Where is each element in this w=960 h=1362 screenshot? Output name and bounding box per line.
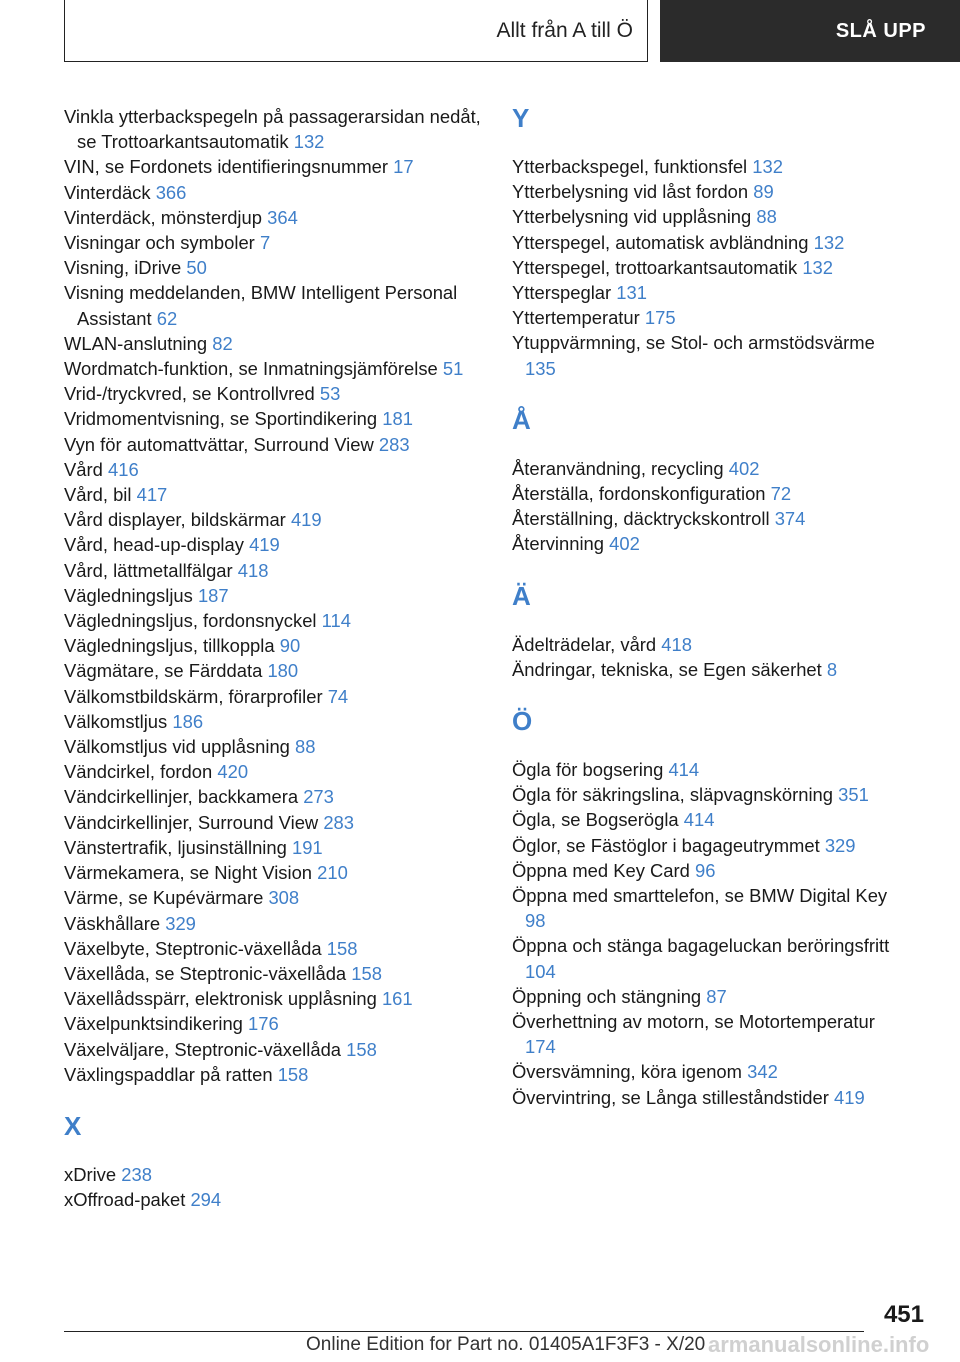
index-entry <box>64 558 484 583</box>
page-link[interactable]: 283 <box>378 433 410 455</box>
entry-text: VIN, se Fordonets identifieringsnummer <box>64 156 389 178</box>
index-entry <box>512 807 902 832</box>
entry-text: Översvämning, köra igenom <box>512 1061 742 1083</box>
index-entry <box>64 709 484 734</box>
index-entry <box>64 835 484 860</box>
page-link[interactable]: 308 <box>268 887 300 909</box>
index-entry <box>64 1162 484 1187</box>
page-link[interactable]: 419 <box>290 509 322 531</box>
page-link[interactable]: 180 <box>267 660 299 682</box>
entry-text: WLAN-anslutning <box>64 332 208 354</box>
index-entry <box>64 633 484 658</box>
page-link[interactable]: 8 <box>826 658 838 680</box>
index-entry <box>512 305 902 330</box>
entry-text: Ytterbackspegel, funktionsfel <box>512 156 748 177</box>
index-column-right <box>512 104 902 1110</box>
index-entry <box>64 356 484 381</box>
entry-text: Vård, lättmetallfälgar <box>64 559 233 581</box>
page-link[interactable]: 132 <box>813 231 845 253</box>
entry-text: Visning, iDrive <box>64 257 182 279</box>
page-link[interactable]: 51 <box>442 358 464 380</box>
page-link[interactable]: 131 <box>616 282 647 304</box>
page-link[interactable]: 210 <box>317 862 348 884</box>
entry-text: Öppna med Key Card <box>512 859 690 881</box>
entry-text: Växlingspaddlar på ratten <box>64 1063 273 1085</box>
page-link[interactable]: 175 <box>644 307 676 329</box>
entry-text: Återvinning <box>512 533 605 555</box>
page-link[interactable]: 351 <box>838 784 869 806</box>
page-link[interactable]: 419 <box>834 1086 865 1108</box>
page-link[interactable]: 96 <box>695 859 716 881</box>
entry-text: Ögla för säkringslina, släpvagnskörning <box>512 784 833 806</box>
watermark: armanualsonline.info <box>708 1332 930 1357</box>
index-entry <box>64 658 484 683</box>
index-entry <box>512 657 902 682</box>
page-link[interactable]: 98 <box>525 910 546 932</box>
page-link[interactable]: 50 <box>186 257 207 279</box>
page-link[interactable]: 89 <box>753 181 774 203</box>
page-link[interactable]: 158 <box>326 937 358 959</box>
section-letter-ae: Ä <box>512 580 531 611</box>
index-entry <box>64 381 484 406</box>
page-link[interactable]: 294 <box>190 1189 222 1211</box>
index-entry <box>512 456 902 481</box>
page-link[interactable]: 366 <box>155 181 187 203</box>
page-link[interactable]: 329 <box>824 834 856 856</box>
index-entry <box>64 280 484 330</box>
entry-list <box>64 1162 484 1212</box>
page-link[interactable]: 273 <box>303 786 334 808</box>
page-link[interactable]: 414 <box>683 809 715 831</box>
page-link[interactable]: 132 <box>802 256 834 278</box>
entry-text: Öppna med smarttelefon, se BMW Digital Key <box>512 885 888 907</box>
entry-text: Överhettning av motorn, se Motortemperatur <box>512 1011 875 1033</box>
index-entry <box>64 1011 484 1036</box>
entry-list <box>512 757 902 1110</box>
page-link[interactable]: 186 <box>172 710 204 732</box>
page-link[interactable]: 87 <box>706 985 727 1007</box>
page-link[interactable]: 402 <box>728 457 760 479</box>
entry-text: Återställa, fordonskonfiguration <box>512 483 766 505</box>
index-entry <box>512 933 902 983</box>
index-entry <box>512 833 902 858</box>
index-entry <box>64 860 484 885</box>
index-entry <box>64 507 484 532</box>
page-link[interactable]: 158 <box>277 1063 309 1085</box>
index-entry <box>64 255 484 280</box>
page-link[interactable]: 114 <box>321 610 351 632</box>
page-link[interactable]: 419 <box>249 534 280 556</box>
index-entry <box>64 684 484 709</box>
page-link[interactable]: 72 <box>770 483 792 505</box>
index-entry <box>64 180 484 205</box>
entry-text: Öglor, se Fästöglor i bagageutrymmet <box>512 834 820 856</box>
entry-text: Ädelträdelar, vård <box>512 633 657 655</box>
index-entry <box>512 632 902 657</box>
entry-text: Öppning och stängning <box>512 985 702 1007</box>
page-link[interactable]: 53 <box>319 383 341 405</box>
page-link[interactable]: 135 <box>525 357 556 379</box>
index-entry <box>512 179 902 204</box>
entry-text: Ytuppvärmning, se Stol- och armstödsvärme <box>512 332 875 354</box>
entry-list <box>64 104 484 1087</box>
index-entry <box>512 330 902 380</box>
index-entry <box>512 858 902 883</box>
page-link[interactable]: 187 <box>197 584 229 606</box>
entry-list <box>512 154 902 381</box>
entry-text: Öppna och stänga bagageluckan beröringsfritt <box>512 935 890 957</box>
entry-text: Visningar och symboler <box>64 232 255 254</box>
entry-text: Väskhållare <box>64 912 161 934</box>
index-entry <box>64 1062 484 1087</box>
entry-text: Välkomstljus vid upplåsning <box>64 736 290 758</box>
page-link[interactable]: 104 <box>525 960 556 982</box>
entry-text: Vrid-/tryckvred, se Kontrollvred <box>64 383 315 405</box>
index-entry <box>64 986 484 1011</box>
index-entry <box>512 531 902 556</box>
page-link[interactable]: 62 <box>156 307 178 329</box>
entry-text: xDrive <box>64 1163 117 1185</box>
index-entry <box>64 457 484 482</box>
page-link[interactable]: 283 <box>323 811 355 833</box>
entry-text: Ytterbelysning vid låst fordon <box>512 181 749 203</box>
entry-text: xOffroad-paket <box>64 1189 186 1211</box>
page-link[interactable]: 88 <box>295 736 316 758</box>
page-link[interactable]: 158 <box>346 1038 377 1060</box>
index-entry <box>64 1187 484 1212</box>
entry-text: Ytterspegel, trottoarkantsautomatik <box>512 256 798 278</box>
page-link[interactable]: 420 <box>217 761 249 783</box>
section-letter-y: Y <box>512 103 530 133</box>
entry-text: Vinterdäck, mönsterdjup <box>64 206 262 228</box>
index-entry <box>64 734 484 759</box>
entry-text: Vändcirkel, fordon <box>64 761 213 783</box>
page-link[interactable]: 364 <box>267 206 298 228</box>
page-link[interactable]: 329 <box>165 912 196 934</box>
index-entry <box>512 883 902 933</box>
entry-text: Växellåda, se Steptronic-växellåda <box>64 962 347 984</box>
entry-text: Vård, bil <box>64 484 132 506</box>
section-letter-oe: Ö <box>512 706 533 737</box>
entry-text: Ögla för bogsering <box>512 759 664 781</box>
page-link[interactable]: 17 <box>393 156 414 178</box>
entry-list <box>512 456 902 557</box>
entry-text: Vinterdäck <box>64 181 151 203</box>
entry-text: Vyn för automattvättar, Surround View <box>64 433 374 455</box>
lookup-button[interactable]: SLÅ UPP <box>660 0 960 62</box>
entry-text: Vinkla ytterbackspegeln på passagerarsidan nedåt, se Trottoarkantsautomatik <box>64 106 481 153</box>
page-link[interactable]: 374 <box>774 508 806 530</box>
entry-text: Välkomstljus <box>64 710 168 732</box>
entry-text: Vård, head-up-display <box>64 534 244 556</box>
entry-text: Övervintring, se Långa stilleståndstider <box>512 1086 829 1108</box>
index-entry <box>64 205 484 230</box>
entry-text: Vägledningsljus, tillkoppla <box>64 635 275 657</box>
page-link[interactable]: 176 <box>248 1013 279 1035</box>
page-link[interactable]: 88 <box>756 206 777 228</box>
entry-text: Wordmatch-funktion, se Inmatningsjämförelse <box>64 358 438 380</box>
page-link[interactable]: 161 <box>381 988 413 1010</box>
index-entry <box>64 482 484 507</box>
index-entry <box>64 104 484 154</box>
index-entry <box>512 1009 902 1059</box>
page-link[interactable]: 74 <box>327 685 349 707</box>
index-entry <box>64 784 484 809</box>
page-link[interactable]: 174 <box>525 1036 556 1058</box>
page-link[interactable]: 181 <box>382 408 413 430</box>
entry-text: Växelbyte, Steptronic-växellåda <box>64 937 322 959</box>
index-entry <box>64 936 484 961</box>
section-letter-aa: Å <box>512 404 531 435</box>
entry-text: Ögla, se Bogserögla <box>512 809 679 831</box>
entry-text: Värmekamera, se Night Vision <box>64 862 313 884</box>
index-entry <box>64 810 484 835</box>
page-link[interactable]: 132 <box>293 131 325 153</box>
index-entry <box>512 280 902 305</box>
index-entry <box>64 432 484 457</box>
section-letter-x: X <box>64 1110 82 1141</box>
index-entry <box>512 757 902 782</box>
page-link[interactable]: 418 <box>237 559 269 581</box>
page-link[interactable]: 7 <box>259 232 271 254</box>
page-link[interactable]: 238 <box>121 1163 152 1185</box>
entry-text: Vändcirkellinjer, Surround View <box>64 811 319 833</box>
page-link[interactable]: 90 <box>279 635 301 657</box>
page-link[interactable]: 158 <box>351 962 382 984</box>
page-link[interactable]: 402 <box>609 533 640 555</box>
index-entry <box>64 532 484 557</box>
entry-text: Återställning, däcktryckskontroll <box>512 508 770 530</box>
entry-text: Vändcirkellinjer, backkamera <box>64 786 299 808</box>
entry-text: Visning meddelanden, BMW Intelligent Personal Assistant <box>64 282 458 329</box>
index-column-left <box>64 104 484 1212</box>
entry-text: Växelpunktsindikering <box>64 1013 243 1035</box>
page-link[interactable]: 82 <box>212 332 233 354</box>
index-entry <box>64 759 484 784</box>
entry-text: Välkomstbildskärm, förarprofiler <box>64 685 323 707</box>
page-link[interactable]: 414 <box>668 759 700 781</box>
entry-text: Vägledningsljus, fordonsnyckel <box>64 610 317 632</box>
index-entry <box>512 230 902 255</box>
index-entry <box>64 583 484 608</box>
entry-text: Växellådsspärr, elektronisk upplåsning <box>64 988 377 1010</box>
edition-text: Online Edition for Part no. 01405A1F3F3 - X/20 <box>306 1334 706 1355</box>
index-entry <box>64 230 484 255</box>
page-link[interactable]: 342 <box>747 1061 778 1083</box>
index-entry <box>512 1085 902 1110</box>
index-entry <box>64 154 484 179</box>
entry-text: Vård displayer, bildskärmar <box>64 509 286 531</box>
index-entry <box>64 406 484 431</box>
index-entry <box>64 885 484 910</box>
index-entry <box>64 911 484 936</box>
entry-text: Vägmätare, se Färddata <box>64 660 263 682</box>
index-entry <box>64 331 484 356</box>
top-navigation <box>64 0 960 64</box>
page-link[interactable]: 132 <box>752 156 783 177</box>
page-link[interactable]: 418 <box>661 633 692 655</box>
index-entry <box>512 506 902 531</box>
index-entry <box>512 154 902 179</box>
index-entry <box>64 608 484 633</box>
entry-text: Ytterspegel, automatisk avbländning <box>512 231 809 253</box>
tab-a-to-o[interactable]: Allt från A till Ö <box>64 0 648 62</box>
entry-text: Ytterbelysning vid upplåsning <box>512 206 752 228</box>
entry-text: Vägledningsljus <box>64 584 193 606</box>
page-number: 451 <box>883 1301 924 1328</box>
index-entry <box>512 481 902 506</box>
entry-text: Vård <box>64 458 103 480</box>
index-entry <box>512 984 902 1009</box>
page-link[interactable]: 416 <box>107 458 139 480</box>
entry-text: Växelväljare, Steptronic-växellåda <box>64 1038 342 1060</box>
entry-text: Vänstertrafik, ljusinställning <box>64 836 287 858</box>
entry-text: Yttertemperatur <box>512 307 640 329</box>
entry-text: Ytterspeglar <box>512 282 612 304</box>
entry-text: Värme, se Kupévärmare <box>64 887 264 909</box>
index-entry <box>512 1059 902 1084</box>
entry-text: Återanvändning, recycling <box>512 457 724 479</box>
index-entry <box>64 961 484 986</box>
index-entry <box>512 204 902 229</box>
index-entry <box>64 1037 484 1062</box>
page-link[interactable]: 417 <box>136 484 168 506</box>
index-entry <box>512 782 902 807</box>
index-entry <box>512 255 902 280</box>
entry-list <box>512 632 902 682</box>
page-link[interactable]: 191 <box>291 836 323 858</box>
entry-text: Vridmomentvisning, se Sportindikering <box>64 408 378 430</box>
entry-text: Ändringar, tekniska, se Egen säkerhet <box>512 658 822 680</box>
